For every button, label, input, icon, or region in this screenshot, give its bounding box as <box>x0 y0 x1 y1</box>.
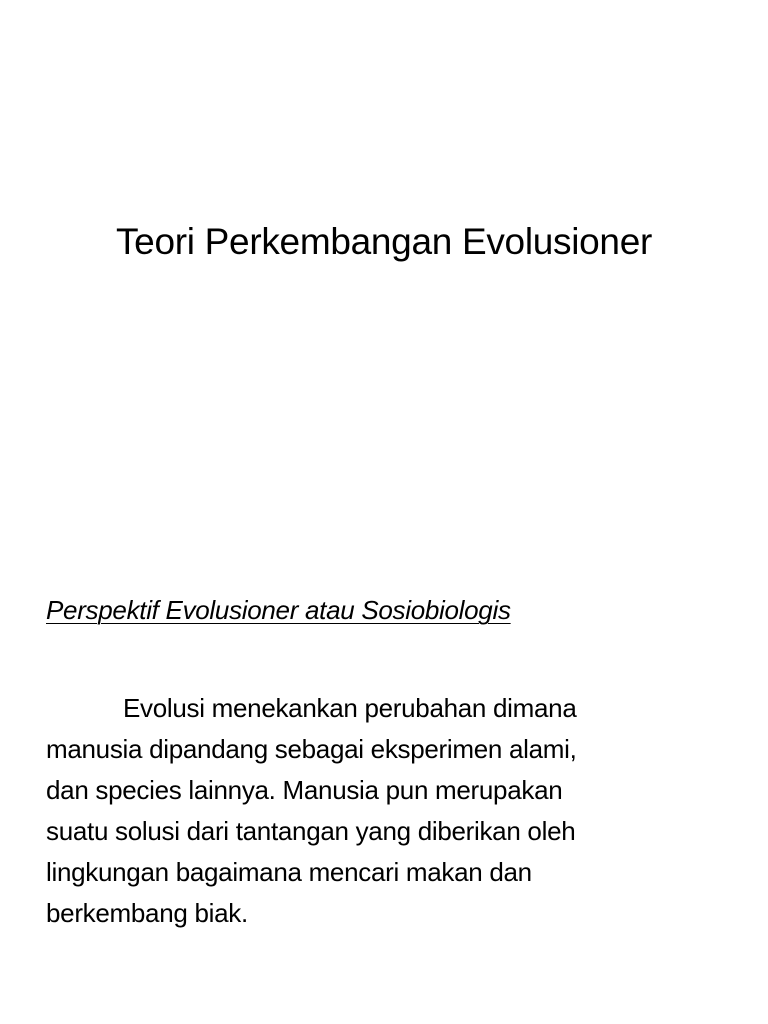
body-line: manusia dipandang sebagai eksperimen alami, <box>46 734 577 764</box>
body-line: berkembang biak. <box>46 898 248 928</box>
body-line: dan species lainnya. Manusia pun merupakan <box>46 775 563 805</box>
body-line: suatu solusi dari tantangan yang diberikan oleh <box>46 816 576 846</box>
body-line: Evolusi menekankan perubahan dimana <box>123 693 577 723</box>
body-paragraph <box>46 688 736 934</box>
body-line: lingkungan bagaimana mencari makan dan <box>46 857 532 887</box>
slide-title: Teori Perkembangan Evolusioner <box>115 221 653 262</box>
section-heading: Perspektif Evolusioner atau Sosiobiologis <box>46 595 511 625</box>
